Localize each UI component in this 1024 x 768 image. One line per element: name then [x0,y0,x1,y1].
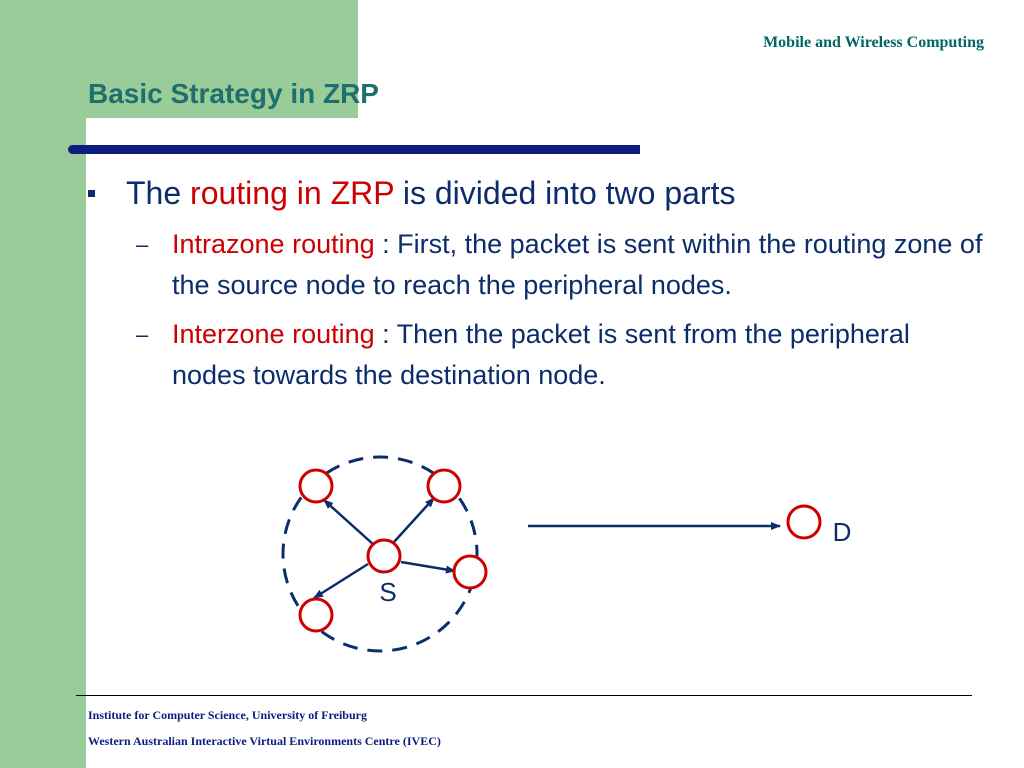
sub-item-term: Intrazone routing [172,229,375,259]
dash-bullet-icon: – [136,322,149,347]
node-top-right [428,470,460,502]
source-label: S [379,577,397,607]
sub-item-term: Interzone routing [172,319,375,349]
arrow-to-node-top-right [394,498,434,542]
footer-ivec: Western Australian Interactive Virtual Environments Centre (IVEC) [88,734,441,748]
node-bottom-left [300,599,332,631]
node-top-left [300,470,332,502]
slide-title: Basic Strategy in ZRP [88,78,379,109]
footer-divider [76,695,972,696]
arrow-to-node-top-left [324,500,374,545]
node-destination [788,506,820,538]
bullet-highlight: routing in ZRP [190,175,394,211]
footer-institute: Institute for Computer Science, University of Freiburg [88,708,367,722]
node-source [368,540,400,572]
node-right [454,556,486,588]
course-header: Mobile and Wireless Computing [763,34,984,51]
destination-label: D [832,517,852,547]
arrow-to-node-bottom-left [314,564,368,598]
arrow-to-node-right [401,562,455,571]
bullet-text-post: is divided into two parts [393,175,736,211]
dash-bullet-icon: – [136,232,149,257]
bullet-text-pre: The [126,175,191,211]
sub-item-text: : Then the packet is sent from the peripheral nodes towards the destination node. [172,319,910,390]
sub-item-text: : First, the packet is sent within the routing zone of the source node to reach the peripheral nodes. [172,229,983,300]
